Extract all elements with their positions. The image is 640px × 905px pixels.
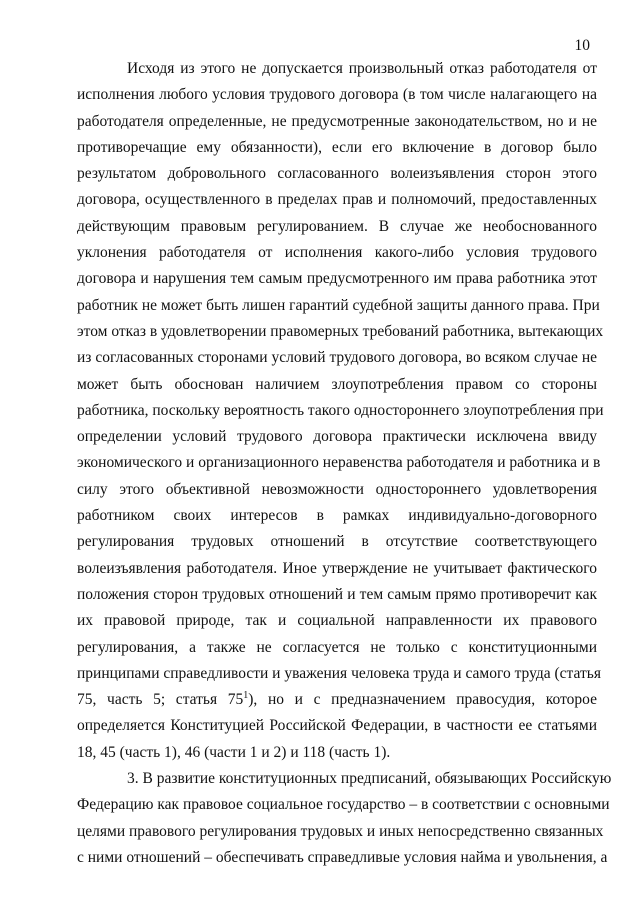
text-line: работник не может быть лишен гарантий судебной защиты данного права. При [77, 296, 600, 314]
text-line: из согласованных сторонами условий трудового договора, во всяком случае не [77, 349, 597, 367]
text-line: регулирования трудовых отношений в отсутствие соответствующего [77, 533, 597, 551]
text-line: этом отказ в удовлетворении правомерных требований работника, вытекающих [77, 322, 604, 340]
text-line: результатом добровольного согласованного волеизъявления сторон этого [77, 165, 597, 183]
text-line: исполнения любого условия трудового договора (в том числе налагающего на [77, 86, 597, 104]
text-line: принципами справедливости и уважения человека труда и самого труда (статья [77, 664, 601, 682]
paragraph-1 [77, 56, 604, 766]
text-line: работником своих интересов в рамках индивидуально-договорного [77, 507, 597, 525]
paragraph-2 [77, 766, 612, 871]
text-line: может быть обоснован наличием злоупотребления правом со стороны [77, 375, 597, 393]
text-line: Федерацию как правовое социальное государство – в соответствии с основными [77, 796, 610, 814]
text-line: с ними отношений – обеспечивать справедливые условия найма и увольнения, а [77, 848, 608, 866]
text-segment: ), но и с предназначением правосудия, которое [248, 691, 597, 709]
text-line: 3. В развитие конституционных предписаний, обязывающих Российскую [127, 770, 612, 788]
text-line: действующим правовым регулированием. В случае же необоснованного [77, 217, 597, 235]
superscript: 1 [243, 690, 249, 702]
text-line: их правовой природе, так и социальной направленности их правового [77, 612, 597, 630]
text-line: работодателя определенные, не предусмотренные законодательством, но и не [77, 112, 597, 130]
text-line: Исходя из этого не допускается произвольный отказ работодателя от [127, 60, 597, 77]
text-line-with-superscript [77, 687, 597, 713]
text-line: определении условий трудового договора практически исключена ввиду [77, 428, 597, 446]
text-line: работника, поскольку вероятность такого одностороннего злоупотребления при [77, 401, 604, 419]
text-line: определяется Конституцией Российской Федерации, в частности ее статьями [77, 717, 597, 735]
text-line: противоречащие ему обязанности), если его включение в договор было [77, 138, 597, 156]
text-line: договора и нарушения тем самым предусмотренного им права работника этот [77, 270, 597, 288]
text-line: 18, 45 (часть 1), 46 (части 1 и 2) и 118 (часть 1). [77, 743, 391, 761]
text-line: договора, осуществленного в пределах прав и полномочий, предоставленных [77, 191, 597, 209]
text-line: положения сторон трудовых отношений и тем самым прямо противоречит как [77, 585, 597, 603]
text-line: уклонения работодателя от исполнения какого-либо условия трудового [77, 244, 597, 262]
text-line: волеизъявления работодателя. Иное утверждение не учитывает фактического [77, 559, 597, 577]
text-line: экономического и организационного неравенства работодателя и работника и в [77, 454, 601, 472]
document-body [77, 56, 612, 871]
text-line: регулирования, а также не согласуется не только с конституционными [77, 638, 597, 656]
text-line: целями правового регулирования трудовых и иных непосредственно связанных [77, 822, 604, 840]
page-number: 10 [574, 37, 590, 54]
text-line: силу этого объективной невозможности одностороннего удовлетворения [77, 480, 597, 498]
text-segment: 75, часть 5; статья 75 [77, 691, 244, 709]
